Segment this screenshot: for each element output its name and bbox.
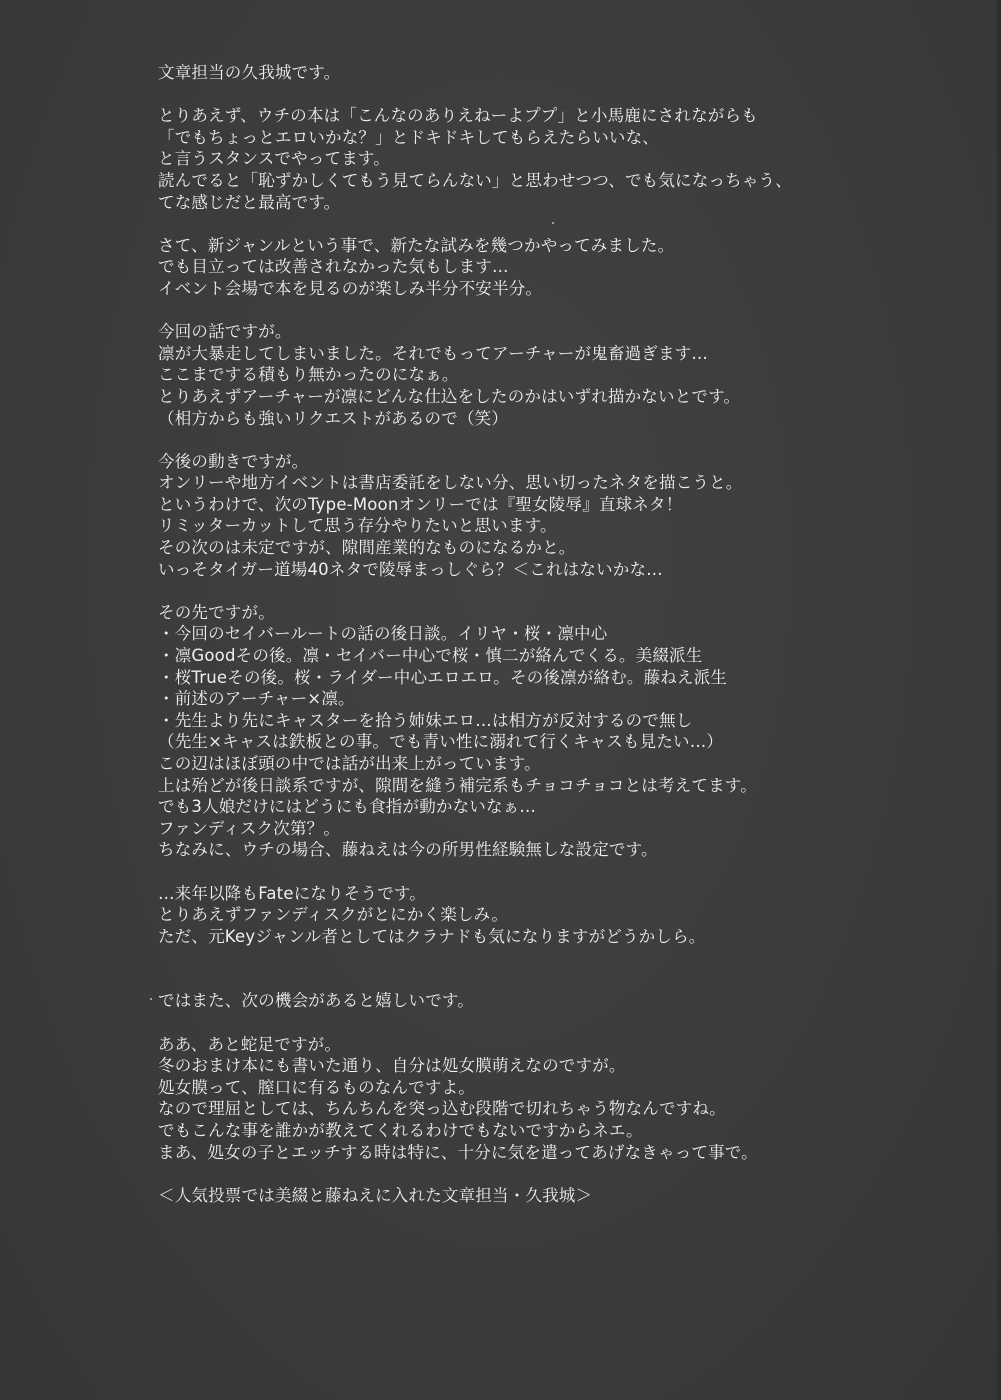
page-edge-shadow: [995, 0, 1001, 1400]
text-line: その次のは未定ですが、隙間産業的なものになるかと。: [158, 538, 576, 558]
text-line: リミッターカットして思う存分やりたいと思います。: [158, 516, 557, 536]
text-line: ・凛Goodその後。凛・セイバー中心で桜・慎二が絡んでくる。美綴派生: [158, 646, 703, 666]
paragraph: [158, 235, 958, 300]
text-line: 文章担当の久我城です。: [158, 63, 341, 82]
text-line: その先ですが。: [158, 602, 275, 622]
text-line: （先生×キャスは鉄板との事。でも青い性に溺れて行くキャスも見たい…）: [158, 732, 724, 752]
text-line: と言うスタンスでやってます。: [158, 149, 390, 169]
text-line: ちなみに、ウチの場合、藤ねえは今の所男性経験無しな設定です。: [158, 840, 658, 860]
paragraph: [158, 62, 958, 84]
text-line: オンリーや地方イベントは書店委託をしない分、思い切ったネタを描こうと。: [158, 473, 743, 493]
text-line: ・前述のアーチャー×凛。: [158, 689, 355, 709]
text-line: まあ、処女の子とエッチする時は特に、十分に気を遣ってあげなきゃって事で。: [158, 1142, 758, 1162]
text-line: とりあえず、ウチの本は「こんなのありえねーよププ」と小馬鹿にされながらも: [158, 106, 758, 126]
text-line: でも目立っては改善されなかった気もします…: [158, 257, 509, 277]
paragraph: [158, 602, 958, 861]
paragraph: [158, 883, 958, 948]
text-line: とりあえずファンディスクがとにかく楽しみ。: [158, 905, 509, 925]
text-line: …来年以降もFateになりそうです。: [158, 883, 426, 903]
text-line: ここまでする積もり無かったのになぁ。: [158, 365, 459, 385]
paper-speck: [150, 998, 152, 1000]
text-line: てな感じだと最高です。: [158, 192, 341, 212]
text-line: ・今回のセイバールートの話の後日談。イリヤ・桜・凛中心: [158, 624, 608, 644]
text-line: 冬のおまけ本にも書いた通り、自分は処女膜萌えなのですが。: [158, 1056, 626, 1076]
text-line: 凛が大暴走してしまいました。それでもってアーチャーが鬼畜過ぎます…: [158, 343, 709, 363]
text-line: ああ、あと蛇足ですが。: [158, 1034, 342, 1054]
text-line: でもこんな事を誰かが教えてくれるわけでもないですからネエ。: [158, 1120, 643, 1140]
text-line: ・桜Trueその後。桜・ライダー中心エロエロ。その後凛が絡む。藤ねえ派生: [158, 667, 728, 687]
text-line: さて、新ジャンルという事で、新たな試みを幾つかやってみました。: [158, 235, 675, 255]
paragraph: [158, 105, 958, 213]
text-line: でも3人娘だけにはどうにも食指が動かないなぁ…: [158, 797, 537, 817]
text-line: なので理屈としては、ちんちんを突っ込む段階で切れちゃう物なんですね。: [158, 1099, 726, 1119]
afterword-text: [158, 62, 958, 1228]
paragraph: [158, 321, 958, 429]
text-line: ファンディスク次第？。: [158, 818, 341, 838]
text-line: （相方からも強いリクエストがあるので（笑）: [158, 408, 509, 428]
text-line: というわけで、次のType-Moonオンリーでは『聖女陵辱』直球ネタ！: [158, 494, 683, 514]
text-line: イベント会場で本を見るのが楽しみ半分不安半分。: [158, 278, 543, 298]
text-line: ではまた、次の機会があると嬉しいです。: [158, 991, 474, 1011]
text-line: ・先生より先にキャスターを拾う姉妹エロ…は相方が反対するので無し: [158, 710, 693, 730]
text-line: ただ、元Keyジャンル者としてはクラナドも気になりますがどうかしら。: [158, 926, 706, 946]
text-line: 上は殆どが後日談系ですが、隙間を縫う補完系もチョコチョコとは考えてます。: [158, 775, 757, 795]
paragraph: [158, 1185, 958, 1207]
text-line: とりあえずアーチャーが凛にどんな仕込をしたのかはいずれ描かないとです。: [158, 386, 741, 406]
text-line: いっそタイガー道場40ネタで陵辱まっしぐら？＜これはないかな…: [158, 559, 663, 579]
paragraph: [158, 990, 958, 1012]
text-line: この辺はほぼ頭の中では話が出来上がっています。: [158, 754, 541, 773]
paragraph: [158, 451, 958, 581]
text-line: 読んでると「恥ずかしくてもう見てらんない」と思わせつつ、でも気になっちゃう、: [158, 170, 792, 190]
text-line: 「でもちょっとエロいかな？」とドキドキしてもらえたらいいな、: [158, 127, 659, 147]
text-line: 今回の話ですが。: [158, 322, 292, 342]
paragraph: [158, 1034, 958, 1164]
text-line: ＜人気投票では美綴と藤ねえに入れた文章担当・久我城＞: [158, 1185, 593, 1205]
text-line: 今後の動きですが。: [158, 451, 309, 471]
text-line: 処女膜って、膣口に有るものなんですよ。: [158, 1077, 475, 1097]
